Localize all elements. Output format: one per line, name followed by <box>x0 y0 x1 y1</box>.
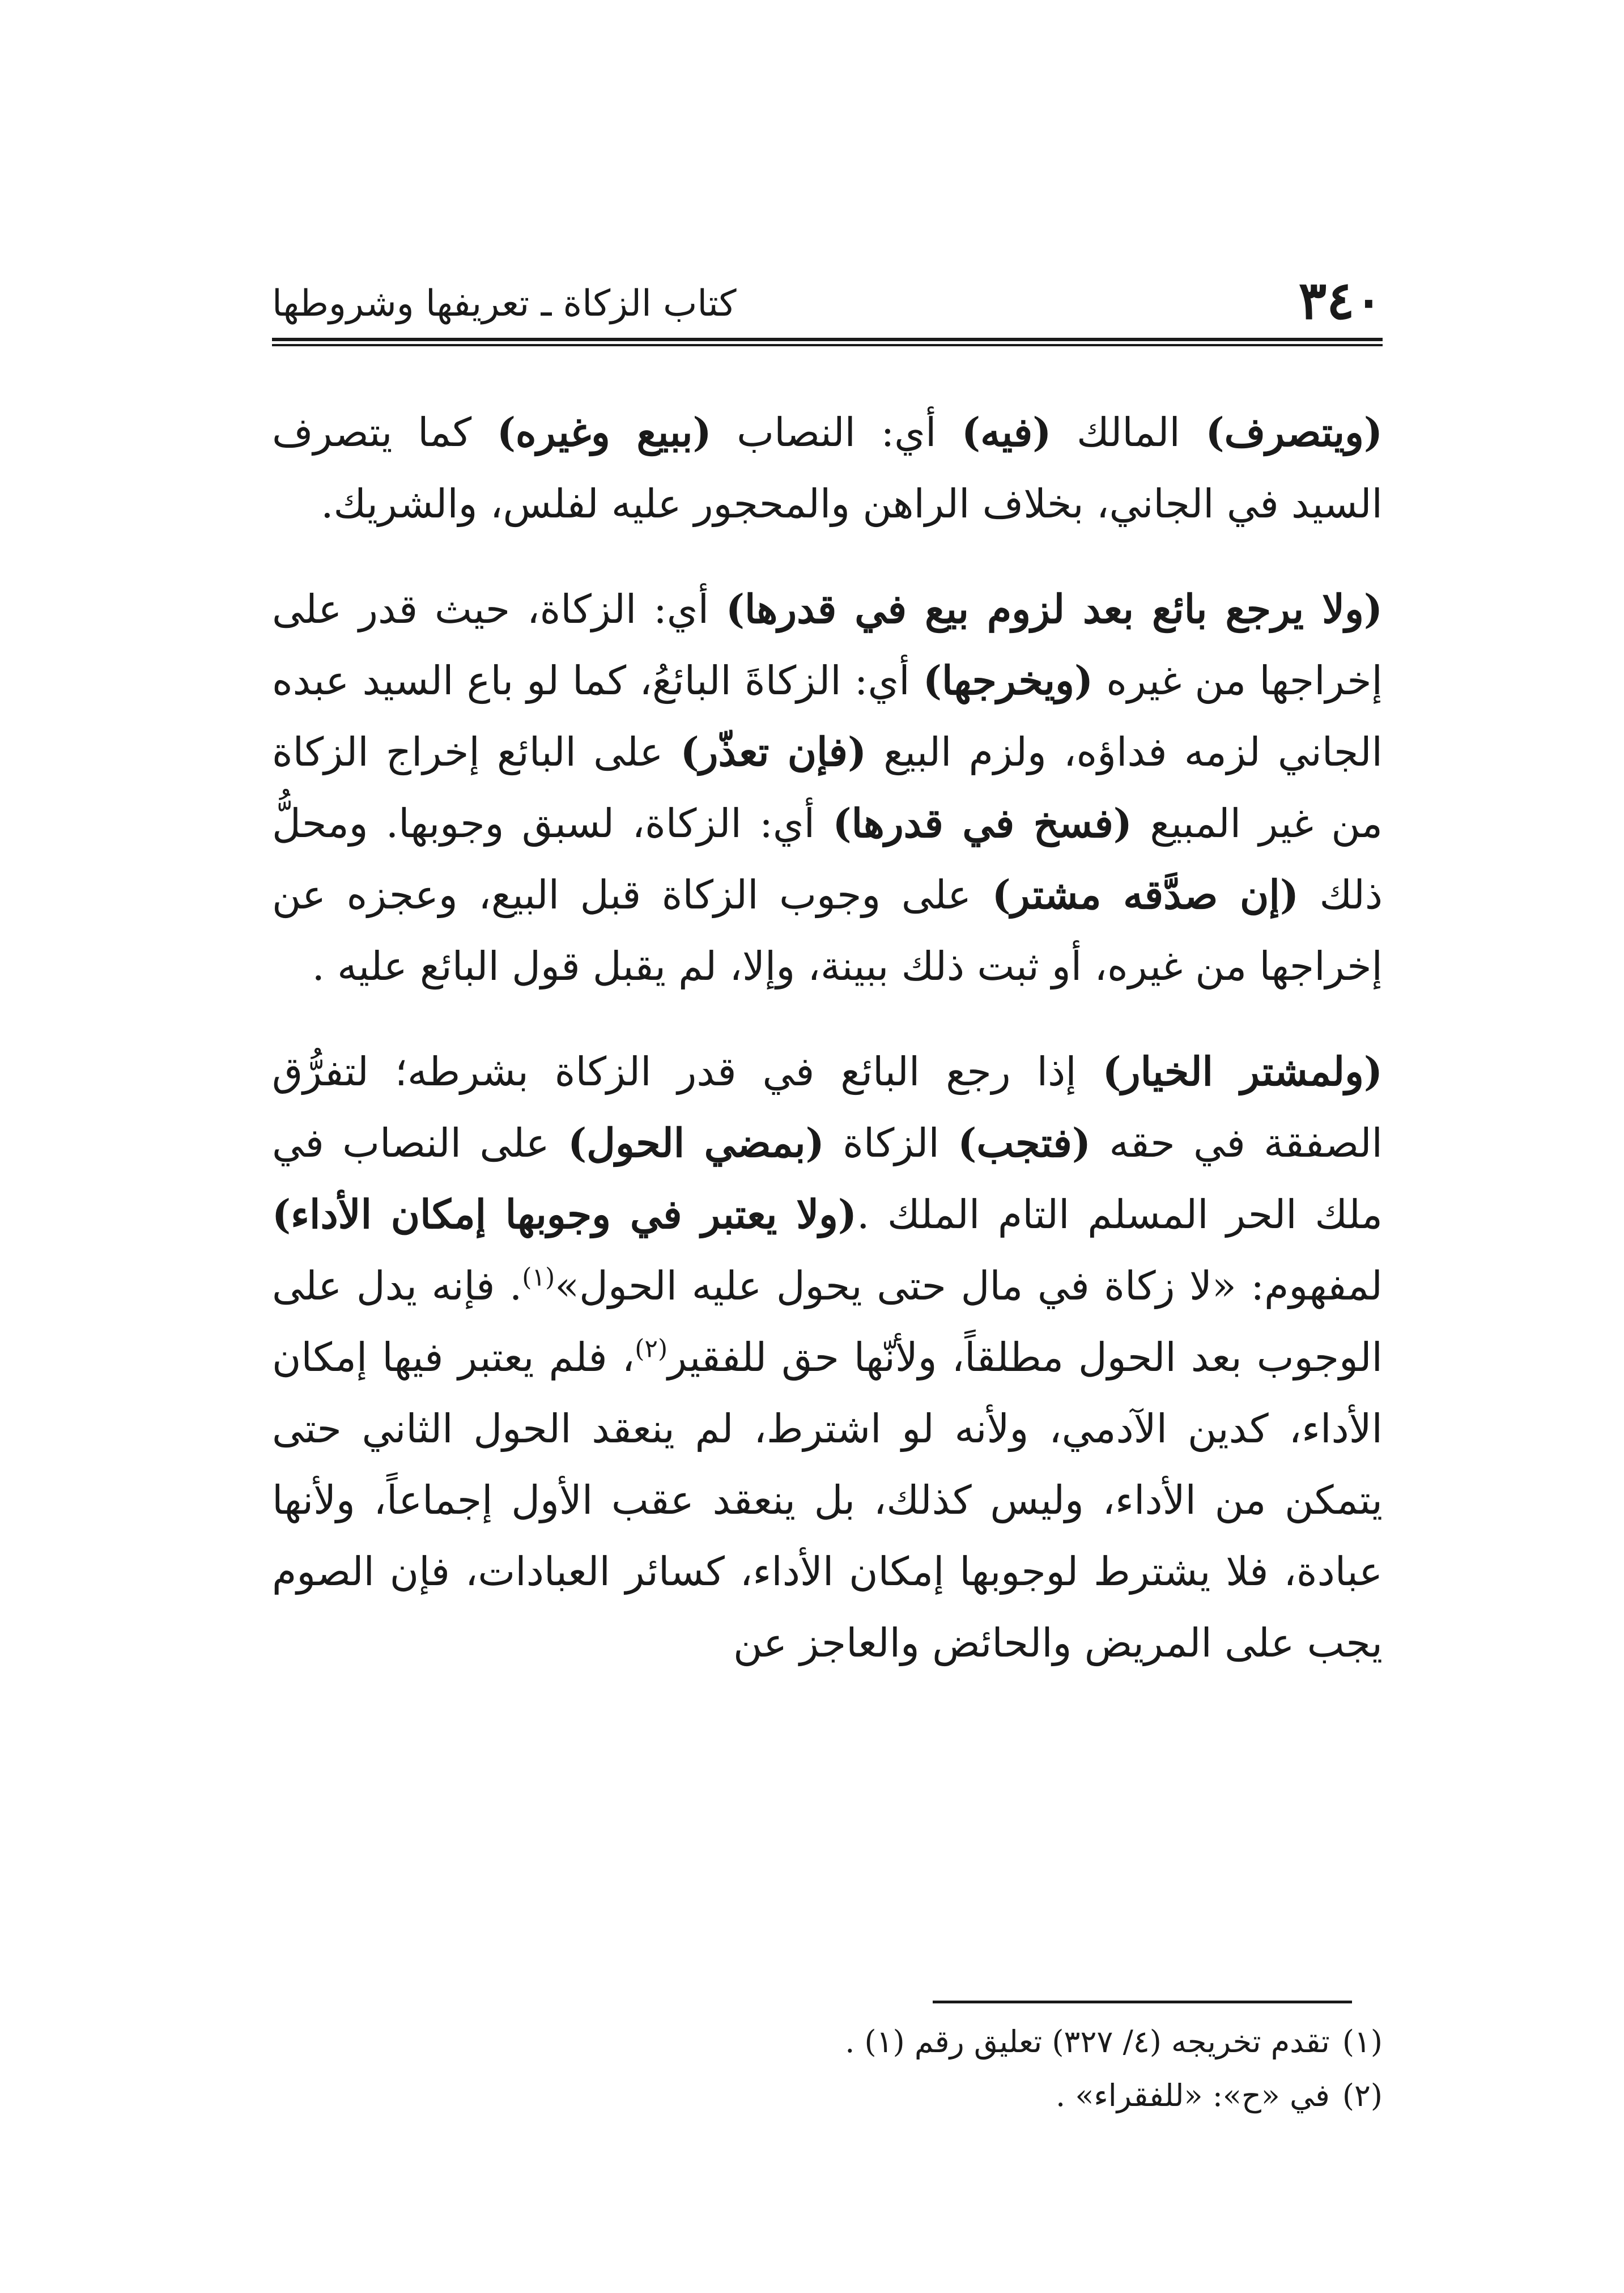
sharh-text: على النصاب في ملك الحر المسلم التام الملك . <box>272 1120 1383 1238</box>
header-rule <box>272 338 1383 346</box>
sharh-text: أي: الزكاة، حيث قدر على إخراجها من غيره <box>272 586 1383 704</box>
matn-text: (ولا يعتبر في وجوبها إمكان الأداء) <box>272 1191 857 1238</box>
matn-text: (فسخ في قدرها) <box>832 800 1132 847</box>
footnote-text: تقدم تخريجه (٤/ ٣٢٧) تعليق رقم (١) . <box>845 2024 1330 2060</box>
matn-text: (ببيع وغيره) <box>496 409 712 456</box>
sharh-text: المالك <box>1051 409 1206 456</box>
matn-text: (ويخرجها) <box>922 657 1094 704</box>
running-title: كتاب الزكاة ـ تعريفها وشروطها <box>272 283 737 325</box>
footnote-marker: (٢) <box>1342 2078 1383 2113</box>
footnote-reference: (١) <box>522 1263 555 1292</box>
footnote-text: في «ح»: «للفقراء» . <box>1055 2078 1330 2113</box>
sharh-text: أي: الزكاةَ البائعُ، كما لو باع السيد عبده الجاني لزمه فداؤه، ولزم البيع <box>272 657 1383 775</box>
sharh-text: على وجوب الزكاة قبل البيع، وعجزه عن إخراجها من غيره، أو ثبت ذلك ببينة، وإلا، لم يقبل قول البائع عليه . <box>272 872 1383 990</box>
matn-text: (فتجب) <box>958 1119 1091 1166</box>
matn-text: (إن صدَّقه مشتر) <box>992 871 1299 918</box>
sharh-text: ، فلم يعتبر فيها إمكان الأداء، كدين الآدمي، ولأنه لو اشترط، لم ينعقد الحول الثاني حتى يتمكن من الأداء، وليس كذلك، بل ينعقد عقب الأول إجماعاً، ولأنها عبادة، فلا يشترط لوجوبها إمكان الأداء، كسائر العبادات، فإن الصوم يجب على المريض والحائض والعاجز عن <box>272 1334 1383 1666</box>
matn-text: (بمضي الحول) <box>568 1119 824 1166</box>
matn-text: (فيه) <box>962 409 1052 456</box>
paragraph-1 <box>272 397 1383 540</box>
footnotes <box>272 2015 1383 2122</box>
body-text <box>272 397 1383 1679</box>
matn-text: (فإن تعذّر) <box>680 728 867 775</box>
matn-text: (ويتصرف) <box>1205 409 1383 456</box>
sharh-text: . فإنه يدل على الوجوب بعد الحول مطلقاً، ولأنّها حق للفقير <box>272 1263 1383 1381</box>
page-number: ٣٤٠ <box>1298 270 1383 331</box>
paragraph-3 <box>272 1036 1383 1679</box>
footnote-marker: (١) <box>1342 2024 1383 2060</box>
matn-text: (ولمشتر الخيار) <box>1102 1048 1383 1095</box>
sharh-text: على البائع إخراج الزكاة من غير المبيع <box>272 729 1383 847</box>
matn-text: (ولا يرجع بائع بعد لزوم بيع في قدرها) <box>725 585 1383 632</box>
sharh-text: لمفهوم: «لا زكاة في مال حتى يحول عليه الحول» <box>555 1263 1383 1309</box>
footnote-1 <box>272 2015 1383 2069</box>
sharh-text: أي: الزكاة، لسبق وجوبها. ومحلُّ ذلك <box>272 800 1383 918</box>
sharh-text: أي: النصاب <box>711 409 962 456</box>
footnote-2 <box>272 2069 1383 2122</box>
paragraph-2 <box>272 574 1383 1002</box>
sharh-text: الزكاة <box>824 1120 958 1166</box>
footnote-rule <box>933 2001 1352 2003</box>
sharh-text: كما يتصرف السيد في الجاني، بخلاف الراهن والمحجور عليه لفلس، والشريك. <box>272 409 1383 527</box>
sharh-text: إذا رجع البائع في قدر الزكاة بشرطه؛ لتفرُّق الصفقة في حقه <box>272 1048 1383 1166</box>
page-header <box>272 266 1383 334</box>
footnote-reference: (٢) <box>635 1334 668 1364</box>
